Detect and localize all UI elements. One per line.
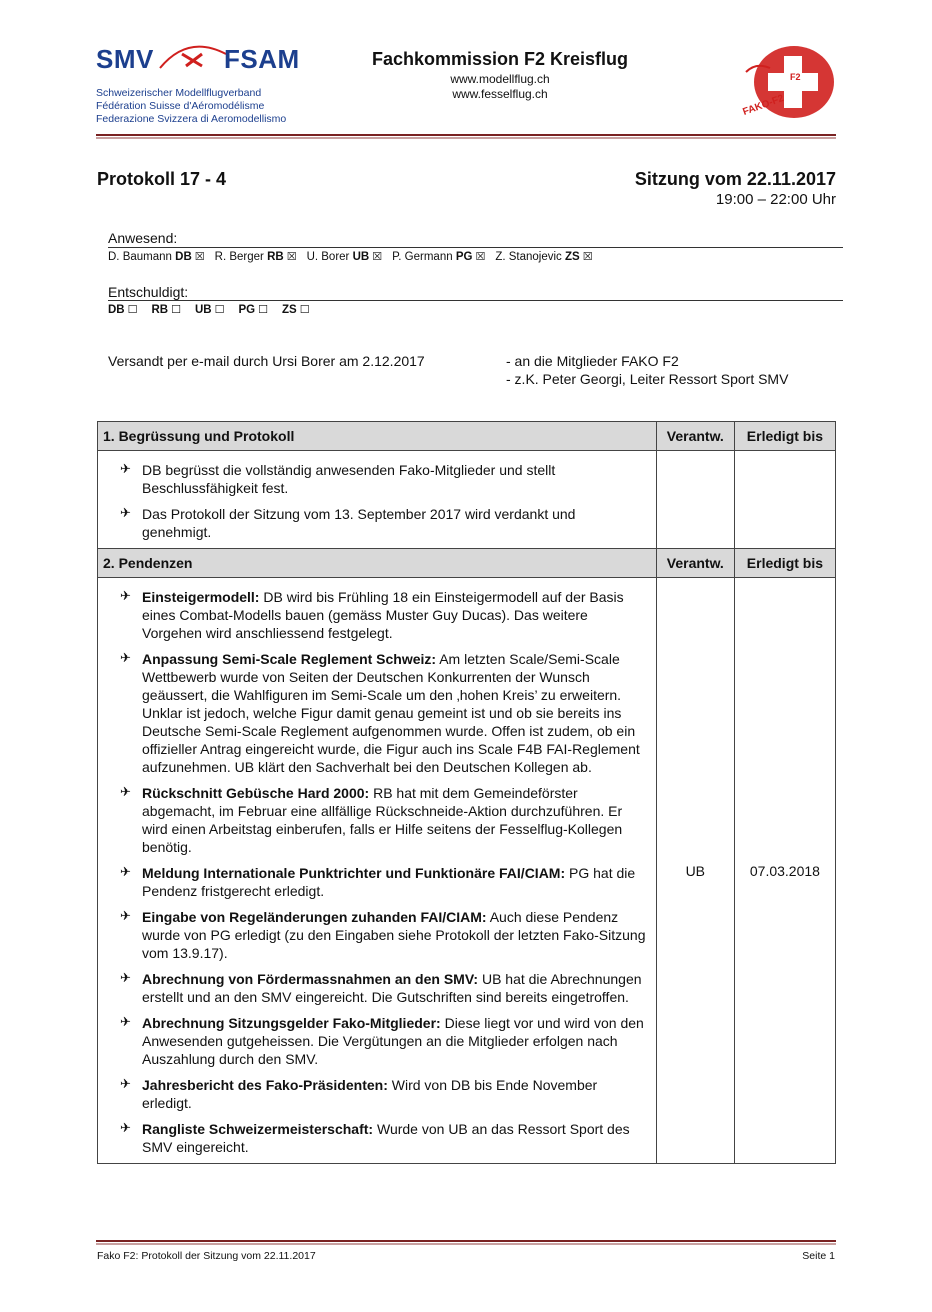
checkbox-empty-icon: ☐ (299, 303, 310, 316)
section-1-title: 1. Begrüssung und Protokoll (98, 422, 657, 451)
excused-rule (108, 300, 843, 301)
footer-rule-shadow (96, 1243, 836, 1245)
header-rule-shadow (96, 137, 836, 139)
present-item: Z. Stanojevic ZS ☒ (495, 250, 593, 263)
logo-line-fr: Fédération Suisse d'Aéromodélisme (96, 100, 265, 112)
checkbox-checked-icon: ☒ (286, 250, 297, 263)
logo-badge-text: F2 (790, 72, 801, 82)
airplane-bullet-icon: ✈ (120, 865, 131, 880)
session-date: Sitzung vom 22.11.2017 (634, 169, 836, 189)
section-2-items (98, 578, 657, 1164)
present-item: P. Germann PG ☒ (392, 250, 486, 263)
list-item: ✈ Jahresbericht des Fako-Präsidenten: Wird von DB bis Ende November erledigt. (120, 1077, 598, 1111)
excused-item: PG ☐ (238, 303, 268, 316)
column-done-by: Erledigt bis (734, 422, 835, 451)
section-1-responsible (656, 451, 734, 549)
airplane-bullet-icon: ✈ (120, 589, 131, 604)
column-responsible: Verantw. (656, 549, 734, 578)
excused-item: ZS ☐ (282, 303, 310, 316)
present-item: R. Berger RB ☒ (214, 250, 297, 263)
present-item: D. Baumann DB ☒ (108, 250, 205, 263)
airplane-bullet-icon: ✈ (120, 651, 131, 666)
airplane-bullet-icon: ✈ (120, 462, 131, 477)
checkbox-empty-icon: ☐ (171, 303, 181, 316)
section-1-done-by (734, 451, 835, 549)
url-fesselflug: www.fesselflug.ch (452, 87, 548, 101)
section-1-items (98, 451, 657, 549)
sent-by: Versandt per e-mail durch Ursi Borer am 2.12.2017 (108, 353, 425, 369)
excused-item: UB ☐ (195, 303, 225, 316)
section-2-responsible: UB (656, 578, 734, 1164)
footer-rule (96, 1240, 836, 1242)
footer-document-title: Fako F2: Protokoll der Sitzung vom 22.11.2017 (97, 1250, 316, 1262)
smv-fsam-logo (96, 40, 306, 130)
recipient-1: - an die Mitglieder FAKO F2 (506, 353, 679, 369)
excused-label: Entschuldigt: (108, 284, 189, 300)
present-list (108, 250, 603, 263)
list-item: ✈ Das Protokoll der Sitzung vom 13. September 2017 wird verdankt und genehmigt. (120, 506, 576, 540)
header-rule (96, 134, 836, 136)
section-header-row (98, 422, 836, 451)
protocol-title: Protokoll 17 - 4 (97, 169, 227, 189)
checkbox-empty-icon: ☐ (127, 303, 138, 316)
airplane-bullet-icon: ✈ (120, 971, 131, 986)
section-2-done-by: 07.03.2018 (734, 578, 835, 1164)
column-responsible: Verantw. (656, 422, 734, 451)
agenda-table (97, 421, 836, 1164)
recipient-2: - z.K. Peter Georgi, Leiter Ressort Sport SMV (506, 371, 789, 387)
airplane-bullet-icon: ✈ (120, 785, 131, 800)
present-label: Anwesend: (108, 230, 178, 246)
present-rule (108, 247, 843, 248)
section-2-body (98, 578, 836, 1164)
excused-list (108, 303, 324, 316)
list-item: ✈ Einsteigermodell: DB wird bis Frühling 18 ein Einsteigermodell auf der Basis eines Combat-Modells bauen (gemäss Muster Guy Ducas). Das weitere Vorgehen wird anschliessend festgelegt. (120, 589, 624, 641)
logo-line-it: Federazione Svizzera di Aeromodellismo (96, 113, 287, 125)
checkbox-checked-icon: ☒ (372, 250, 383, 263)
logo-line-de: Schweizerischer Modellflugverband (96, 87, 262, 99)
excused-item: RB ☐ (151, 303, 181, 316)
list-item: ✈ Rückschnitt Gebüsche Hard 2000: RB hat mit dem Gemeindeförster abgemacht, im Februar eine allfällige Rückschneide-Aktion durchzuführen. Er wird einen Arbeitstag einberufen, falls er Hilfe seitens der Fesselflug-Kollegen benötig. (120, 785, 623, 855)
list-item: ✈ Anpassung Semi-Scale Reglement Schweiz: Am letzten Scale/Semi-Scale Wettbewerb wurde von Seiten der Deutschen Konkurrenten der Wunsch geäussert, die Wahlfiguren im Semi-Scale um den ‚hohen Kreis’ zu erweitern. Unklar ist jedoch, welche Figur damit genau gemeint ist und ob sie bereits ins Deutsche Semi-Scale Reglement aufgenommen wurde. Offen ist zudem, ob ein offizieller Antrag eingereicht wurde, die Figur auch ins Scale F4B FAI-Reglement aufzunehmen. UB klärt den Sachverhalt bei den Deutschen Kollegen ab. (120, 651, 640, 775)
airplane-swoosh-icon (158, 40, 228, 74)
airplane-bullet-icon: ✈ (120, 1015, 131, 1030)
list-item: ✈ DB begrüsst die vollständig anwesenden Fako-Mitglieder und stellt Beschlussfähigkeit fest. (120, 462, 556, 496)
logo-smv-text: SMV (96, 44, 154, 74)
fako-f2-logo (742, 42, 836, 122)
airplane-bullet-icon: ✈ (120, 909, 131, 924)
checkbox-empty-icon: ☐ (214, 303, 225, 316)
excused-item: DB ☐ (108, 303, 138, 316)
logo-fsam-text: FSAM (224, 44, 300, 74)
checkbox-checked-icon: ☒ (582, 250, 593, 263)
checkbox-empty-icon: ☐ (258, 303, 268, 316)
airplane-bullet-icon: ✈ (120, 1121, 131, 1136)
list-item: ✈ Abrechnung von Fördermassnahmen an den SMV: UB hat die Abrechnungen erstellt und an den SMV eingereicht. Die Gutschriften sind bereits eingetroffen. (120, 971, 642, 1005)
list-item: ✈ Rangliste Schweizermeisterschaft: Wurde von UB an das Ressort Sport des SMV eingereicht. (120, 1121, 630, 1155)
list-item: ✈ Eingabe von Regeländerungen zuhanden FAI/CIAM: Auch diese Pendenz wurde von PG erledigt (zu den Eingaben siehe Protokoll der letzten Fako-Sitzung vom 13.9.17). (120, 909, 646, 961)
present-item: U. Borer UB ☒ (306, 250, 383, 263)
session-time: 19:00 – 22:00 Uhr (715, 191, 836, 208)
checkbox-checked-icon: ☒ (194, 250, 205, 263)
url-modellflug: www.modellflug.ch (450, 72, 550, 86)
column-done-by: Erledigt bis (734, 549, 835, 578)
section-1-body (98, 451, 836, 549)
logo-fako-text: FAKO-F2 (741, 93, 786, 118)
airplane-bullet-icon: ✈ (120, 1077, 131, 1092)
list-item: ✈ Abrechnung Sitzungsgelder Fako-Mitglieder: Diese liegt vor und wird von den Anwesenden gutgeheissen. Die Vergütungen an die Mitglieder erfolgen nach Auszahlung durch den SMV. (120, 1015, 644, 1067)
section-header-row (98, 549, 836, 578)
list-item: ✈ Meldung Internationale Punktrichter und Funktionäre FAI/CIAM: PG hat die Pendenz fristgerecht erledigt. (120, 865, 636, 899)
footer-page-number: Seite 1 (802, 1250, 835, 1262)
airplane-bullet-icon: ✈ (120, 506, 131, 521)
section-2-title: 2. Pendenzen (98, 549, 657, 578)
checkbox-checked-icon: ☒ (475, 250, 486, 263)
commission-title: Fachkommission F2 Kreisflug (371, 49, 629, 69)
